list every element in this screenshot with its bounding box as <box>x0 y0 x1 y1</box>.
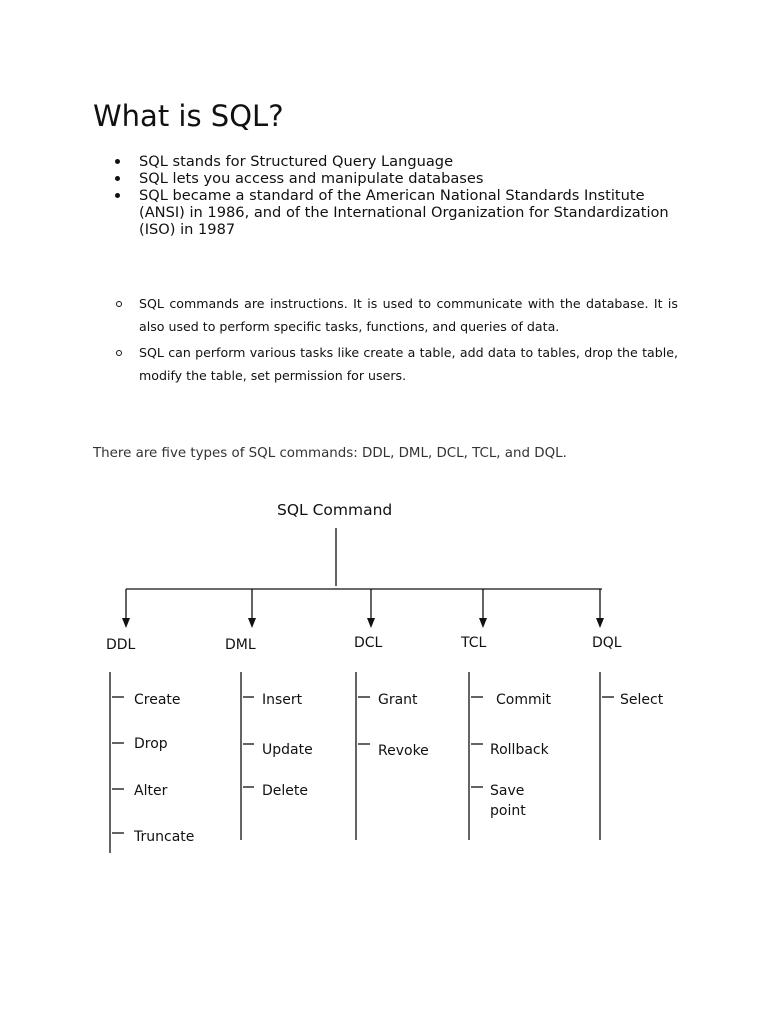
bullet-item <box>113 170 693 187</box>
diagram-root-label: SQL Command <box>277 501 393 519</box>
bullet-item <box>113 153 693 170</box>
command-label: Truncate <box>134 829 195 845</box>
bullet-text: SQL became a standard of the American National Standards Institute (ANSI) in 1986, and of the International Organization for Standardization (ISO) in 1987 <box>139 187 669 238</box>
arrowhead-icon <box>596 618 604 628</box>
bullet-list <box>113 153 693 238</box>
command-label: Update <box>262 742 313 758</box>
circle-bullet-icon <box>116 350 122 356</box>
command-label: Rollback <box>490 742 549 758</box>
bullet-dot-icon <box>115 193 120 198</box>
command-label: Drop <box>134 736 168 752</box>
category-label-dml: DML <box>225 637 256 653</box>
command-label: Save point <box>490 783 526 819</box>
arrowhead-icon <box>367 618 375 628</box>
circle-bullet-list <box>113 292 678 390</box>
command-label: Insert <box>262 692 303 708</box>
intro-text: There are five types of SQL commands: DDL, DML, DCL, TCL, and DQL. <box>93 446 567 461</box>
circle-item <box>113 292 678 338</box>
category-label-dcl: DCL <box>354 635 383 651</box>
bullet-dot-icon <box>115 159 120 164</box>
arrowhead-icon <box>122 618 130 628</box>
circle-item-text: SQL can perform various tasks like create a table, add data to tables, drop the table, modify the table, set permission for users. <box>139 345 678 383</box>
command-label: Grant <box>378 692 418 708</box>
circle-bullet-icon <box>116 301 122 307</box>
bullet-text: SQL stands for Structured Query Language <box>139 153 454 170</box>
command-label: Delete <box>262 783 308 799</box>
command-label: Revoke <box>378 743 429 759</box>
category-label-tcl: TCL <box>461 635 487 651</box>
arrowhead-icon <box>248 618 256 628</box>
command-label: Select <box>620 692 664 708</box>
bullet-item <box>113 187 693 238</box>
bullet-dot-icon <box>115 176 120 181</box>
category-label-dql: DQL <box>592 635 622 651</box>
command-label: Create <box>134 692 181 708</box>
circle-item <box>113 341 678 387</box>
page-title: What is SQL? <box>93 99 284 133</box>
category-label-ddl: DDL <box>106 637 136 653</box>
command-label: Commit <box>496 692 551 708</box>
command-label: Alter <box>134 783 168 799</box>
bullet-text: SQL lets you access and manipulate databases <box>139 170 484 187</box>
arrowhead-icon <box>479 618 487 628</box>
circle-item-text: SQL commands are instructions. It is used to communicate with the database. It is also used to perform specific tasks, functions, and queries of data. <box>139 296 678 334</box>
